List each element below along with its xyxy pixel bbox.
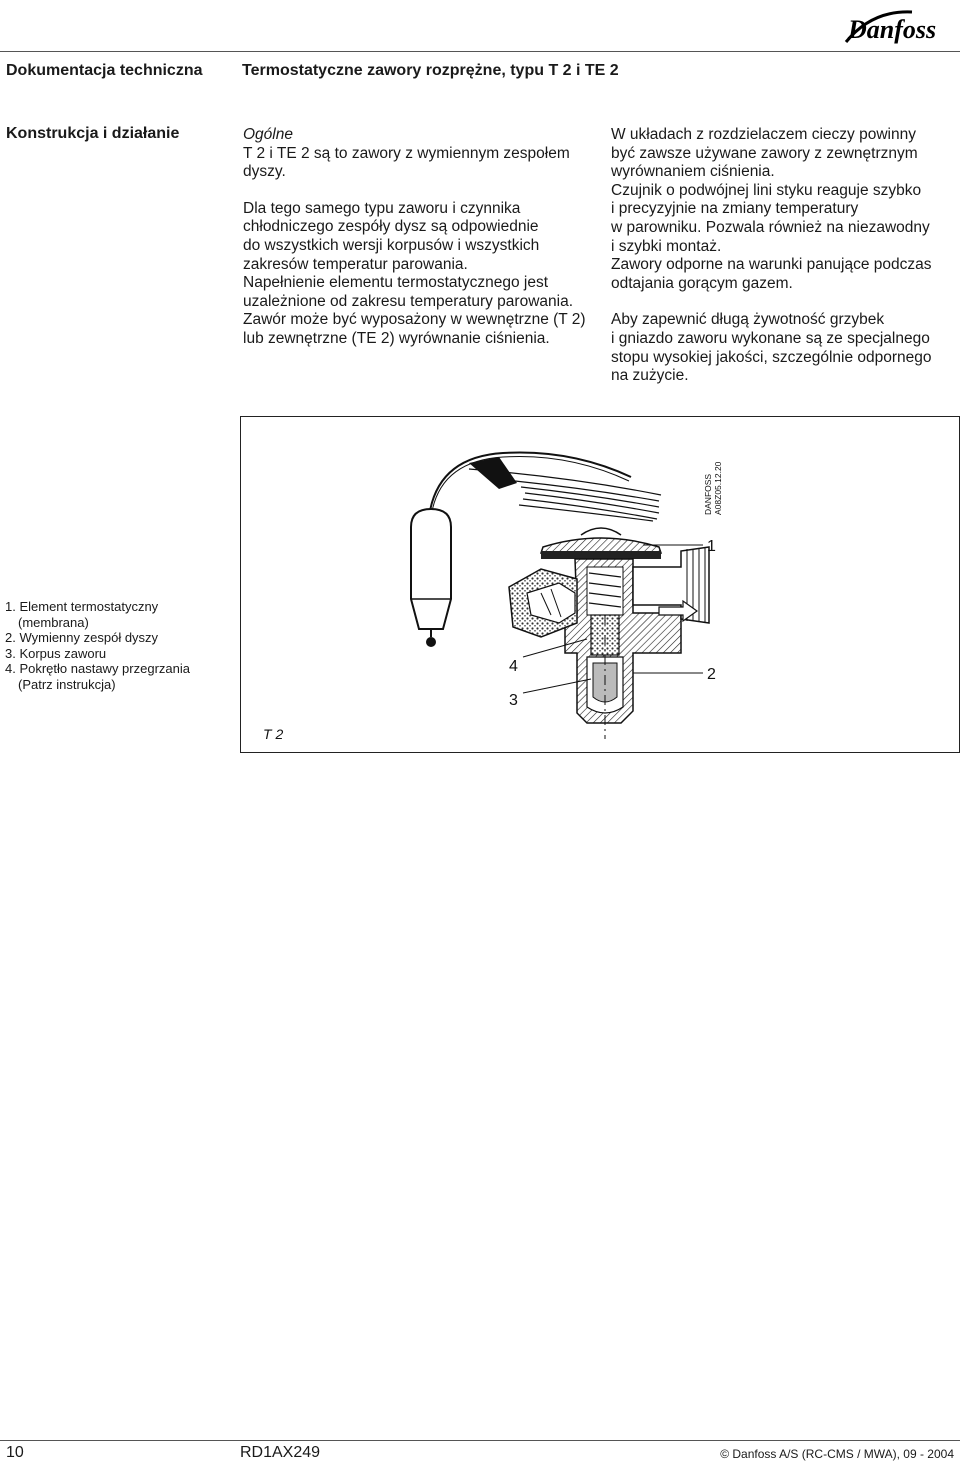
paragraph-intro: [243, 126, 598, 182]
text-line: chłodniczego zespóły dysz są odpowiednie: [243, 218, 539, 236]
text-line: stopu wysokiej jakości, szczególnie odpornego: [611, 348, 932, 366]
legend-item: (Patrz instrukcja): [18, 676, 116, 692]
paragraph-body: [611, 126, 956, 293]
text-line: zakresów temperatur parowania.: [243, 255, 468, 273]
paragraph-body: [611, 311, 956, 385]
text-line: Dla tego samego typu zaworu i czynnika: [243, 199, 521, 217]
text-line: uzależnione od zakresu temperatury parowania.: [243, 292, 573, 310]
text-line: odtajania gorącym gazem.: [611, 274, 793, 292]
drawing-code: [703, 461, 723, 515]
text-line: do wszystkich wersji korpusów i wszystkich: [243, 236, 540, 254]
text-line: i precyzyjnie na zmiany temperatury: [611, 200, 859, 218]
callout-2: 2: [707, 666, 716, 683]
valve-figure: [240, 416, 960, 753]
text-line: Napełnienie elementu termostatycznego jest: [243, 274, 549, 292]
header-rule: [0, 51, 960, 52]
page-number: 10: [6, 1444, 24, 1461]
capillary-clamp: [469, 457, 517, 489]
document-code: RD1AX249: [240, 1444, 321, 1461]
text-line: wyrównaniem ciśnienia.: [611, 163, 775, 181]
legend-item: 1. Element termostatyczny: [5, 599, 159, 614]
valve-body: [565, 547, 709, 739]
text-line: T 2 i TE 2 są to zawory z wymiennym zespołem: [243, 144, 570, 162]
callout-3: 3: [509, 692, 518, 709]
legend-item: (membrana): [18, 614, 89, 630]
paragraph-body: [243, 200, 598, 349]
text-line: lub zewnętrzne (TE 2) wyrównanie ciśnienia.: [243, 329, 550, 347]
section-title: Konstrukcja i działanie: [6, 125, 180, 142]
thermostatic-element: [541, 528, 703, 559]
copyright-notice: © Danfoss A/S (RC-CMS / MWA), 09 - 2004: [720, 1447, 954, 1461]
logo-text: Danfoss: [848, 15, 937, 44]
text-column-right: [611, 126, 956, 404]
legend-item: 2. Wymienny zespół dyszy: [5, 630, 159, 645]
text-line: w parowniku. Pozwala również na niezawodny: [611, 218, 930, 236]
superheat-adjuster: [509, 569, 577, 637]
legend-item: 3. Korpus zaworu: [5, 645, 107, 661]
svg-text:A08Z05.12.20: A08Z05.12.20: [713, 461, 723, 515]
sensing-bulb: [411, 509, 451, 647]
text-line: dyszy.: [243, 163, 286, 181]
legend-item: 4. Pokrętło nastawy przegrzania: [5, 661, 190, 676]
text-column-left: [243, 126, 598, 367]
document-title: Termostatyczne zawory rozprężne, typu T 2 i TE 2: [242, 62, 619, 79]
text-line: Zawór może być wyposażony w wewnętrzne (T 2): [243, 311, 586, 329]
subheading: Ogólne: [243, 126, 293, 143]
callout-1: 1: [707, 538, 716, 555]
text-line: być zawsze używane zawory z zewnętrznym: [611, 144, 918, 162]
text-line: i szybki montaż.: [611, 237, 722, 255]
danfoss-logo: [842, 4, 954, 48]
figure-label: T 2: [263, 726, 284, 742]
text-line: Czujnik o podwójnej lini styku reaguje szybko: [611, 181, 922, 199]
valve-cross-section-drawing: [241, 417, 959, 752]
text-line: Zawory odporne na warunki panujące podczas: [611, 256, 932, 274]
figure-legend: [5, 599, 190, 692]
document-category: Dokumentacja techniczna: [6, 62, 203, 79]
text-line: na zużycie.: [611, 367, 689, 385]
callout-4: 4: [509, 658, 518, 675]
svg-text:DANFOSS: DANFOSS: [703, 473, 713, 515]
text-line: Aby zapewnić długą żywotność grzybek: [611, 311, 885, 329]
text-line: i gniazdo zaworu wykonane są ze specjalnego: [611, 329, 930, 347]
text-line: W układach z rozdzielaczem cieczy powinny: [611, 126, 916, 143]
footer-rule: [0, 1440, 960, 1441]
